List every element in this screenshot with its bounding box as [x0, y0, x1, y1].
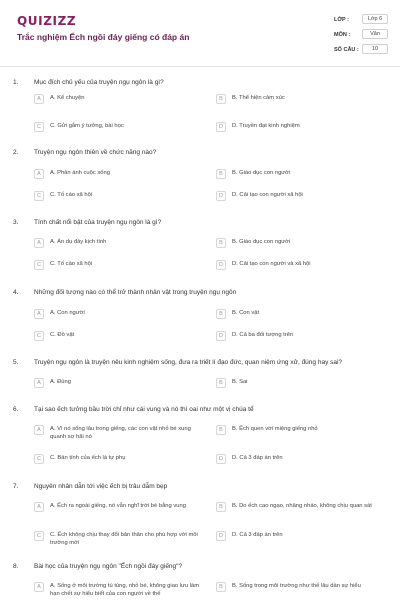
question-number: 3.	[13, 219, 19, 226]
answer-option-c[interactable]	[34, 122, 204, 142]
question-number: 6.	[13, 406, 19, 413]
option-letter-box: A	[34, 309, 44, 319]
answer-option-d[interactable]	[216, 122, 386, 142]
option-letter-box: D	[216, 260, 226, 270]
option-letter-box: A	[34, 378, 44, 388]
option-letter-box: B	[216, 309, 226, 319]
option-letter-box: D	[216, 331, 226, 341]
answer-option-c[interactable]	[34, 260, 204, 280]
option-letter-box: A	[34, 582, 44, 592]
option-letter-box: D	[216, 122, 226, 132]
meta-value-count: 10	[362, 44, 388, 54]
option-letter-box: C	[34, 260, 44, 270]
option-letter-box: B	[216, 502, 226, 512]
answer-option-a[interactable]	[34, 94, 204, 114]
question-number: 5.	[13, 359, 19, 366]
option-text: D. Cả 3 đáp án trên	[232, 532, 283, 538]
answer-option-d[interactable]	[216, 260, 386, 280]
worksheet-title: Trắc nghiệm Ếch ngồi đáy giếng có đáp án	[17, 32, 190, 42]
meta-value-grade: Lớp 6	[362, 14, 388, 24]
option-text: C. Tố cáo xã hội	[50, 261, 93, 267]
option-letter-box: C	[34, 454, 44, 464]
question-number: 4.	[13, 289, 19, 296]
answer-option-b[interactable]	[216, 238, 386, 258]
answer-option-d[interactable]	[216, 531, 386, 551]
option-text: B. Con vật	[232, 310, 260, 316]
option-letter-box: C	[34, 331, 44, 341]
option-text: D. Cả 3 đáp án trên	[232, 455, 283, 461]
answer-option-c[interactable]	[34, 331, 204, 351]
option-letter-box: A	[34, 169, 44, 179]
option-text: B. Giáo dục con người	[232, 170, 291, 176]
option-letter-box: B	[216, 425, 226, 435]
option-text: C. Gửi gắm ý tưởng, bài học	[50, 123, 124, 129]
option-letter-box: C	[34, 122, 44, 132]
answer-option-a[interactable]	[34, 169, 204, 189]
answer-option-b[interactable]	[216, 425, 386, 445]
option-text: B. Do ếch cao ngạo, nhâng nháo, không chịu quan sát	[232, 503, 372, 509]
option-text: A. Phản ánh cuộc sống	[50, 170, 110, 176]
option-text: C. Đồ vật	[50, 332, 75, 338]
option-text: A. Ẩn dụ đầy kịch tính	[50, 239, 107, 245]
question-text: Truyện ngụ ngôn thiên về chức năng nào?	[34, 149, 157, 156]
answer-option-b[interactable]	[216, 378, 386, 398]
question-text: Bài học của truyện ngụ ngôn "Ếch ngồi đáy giếng"?	[34, 563, 183, 570]
answer-option-a[interactable]	[34, 309, 204, 329]
meta-value-subject: Văn	[362, 29, 388, 39]
option-text: D. Cả ba đối tượng trên	[232, 332, 294, 338]
option-text: A. Con người	[50, 310, 85, 316]
option-text: C. Tố cáo xã hội	[50, 192, 93, 198]
answer-option-a[interactable]	[34, 425, 204, 445]
option-text: A. Sống ở môi trường tù túng, nhỏ bé, không giao lưu làm hạn chết sự hiểu biết của con người về thế	[50, 583, 200, 597]
option-letter-box: C	[34, 191, 44, 201]
option-letter-box: D	[216, 454, 226, 464]
option-letter-box: A	[34, 425, 44, 435]
option-text: A. Đúng	[50, 379, 71, 385]
quizizz-logo: QUIZIZZ	[17, 14, 77, 28]
option-text: D. Truyền đạt kinh nghiệm	[232, 123, 300, 129]
option-letter-box: B	[216, 169, 226, 179]
question-text: Mục đích chủ yếu của truyện ngụ ngôn là gì?	[34, 79, 164, 86]
answer-option-c[interactable]	[34, 191, 204, 211]
answer-option-a[interactable]	[34, 238, 204, 258]
option-letter-box: B	[216, 582, 226, 592]
answer-option-b[interactable]	[216, 309, 386, 329]
question-text: Nguyên nhân dẫn tới việc ếch bị trâu dẫm bẹp	[34, 483, 168, 490]
meta-label-count: SỐ CÂU :	[334, 47, 359, 53]
meta-label-grade: LỚP :	[334, 17, 349, 23]
question-text: Tính chất nổi bật của truyện ngụ ngôn là gì?	[34, 219, 162, 226]
option-letter-box: D	[216, 191, 226, 201]
option-letter-box: C	[34, 531, 44, 541]
answer-option-b[interactable]	[216, 94, 386, 114]
option-letter-box: A	[34, 94, 44, 104]
header-divider	[0, 66, 400, 67]
option-letter-box: B	[216, 94, 226, 104]
option-text: C. Ếch không chịu thay đổi bản thân cho phù hợp với môi trường mới	[50, 532, 198, 546]
answer-option-c[interactable]	[34, 454, 204, 474]
question-number: 7.	[13, 483, 19, 490]
answer-option-a[interactable]	[34, 582, 204, 600]
option-text: A. Vì nó sống lâu trong giếng, các con vật nhỏ bé xung quanh sợ hãi nó	[50, 426, 191, 440]
option-text: B. Ếch quen với miệng giếng nhỏ	[232, 426, 318, 432]
question-number: 2.	[13, 149, 19, 156]
meta-label-subject: MÔN :	[334, 32, 351, 38]
answer-option-b[interactable]	[216, 169, 386, 189]
question-text: Truyện ngụ ngôn là truyện nêu kinh nghiệm sống, đưa ra triết lí đạo đức, quan niệm ứng xử, đúng hay sai?	[34, 359, 343, 366]
answer-option-d[interactable]	[216, 331, 386, 351]
answer-option-c[interactable]	[34, 531, 204, 551]
question-number: 1.	[13, 79, 19, 86]
worksheet-header	[0, 0, 400, 66]
option-letter-box: B	[216, 378, 226, 388]
option-text: D. Cải tạo con người và xã hội	[232, 261, 311, 267]
answer-option-a[interactable]	[34, 378, 204, 398]
option-text: B. Sống trong môi trường như thế lâu dần sự hiểu	[232, 583, 361, 589]
question-text: Tại sao ếch tưởng bầu trời chỉ như cái vung và nó thì oai như một vị chúa tể	[34, 406, 254, 413]
answer-option-b[interactable]	[216, 582, 386, 600]
question-text: Những đối tượng nào có thể trở thành nhân vật trong truyện ngụ ngôn	[34, 289, 237, 296]
answer-option-d[interactable]	[216, 191, 386, 211]
option-letter-box: D	[216, 531, 226, 541]
option-letter-box: A	[34, 502, 44, 512]
option-text: A. Ếch ra ngoài giếng, nó vẫn nghĩ trời bé bằng vung	[50, 503, 186, 509]
option-letter-box: A	[34, 238, 44, 248]
answer-option-a[interactable]	[34, 502, 204, 522]
option-text: A. Kể chuyện	[50, 95, 85, 101]
option-text: B. Thể hiện cảm xúc	[232, 95, 285, 101]
option-letter-box: B	[216, 238, 226, 248]
option-text: B. Sai	[232, 379, 248, 385]
answer-option-d[interactable]	[216, 454, 386, 474]
question-number: 8.	[13, 563, 19, 570]
option-text: C. Bản tính của ếch là tự phụ	[50, 455, 126, 461]
option-text: B. Giáo dục con người	[232, 239, 291, 245]
option-text: D. Cải tạo con người xã hội	[232, 192, 303, 198]
answer-option-b[interactable]	[216, 502, 386, 522]
